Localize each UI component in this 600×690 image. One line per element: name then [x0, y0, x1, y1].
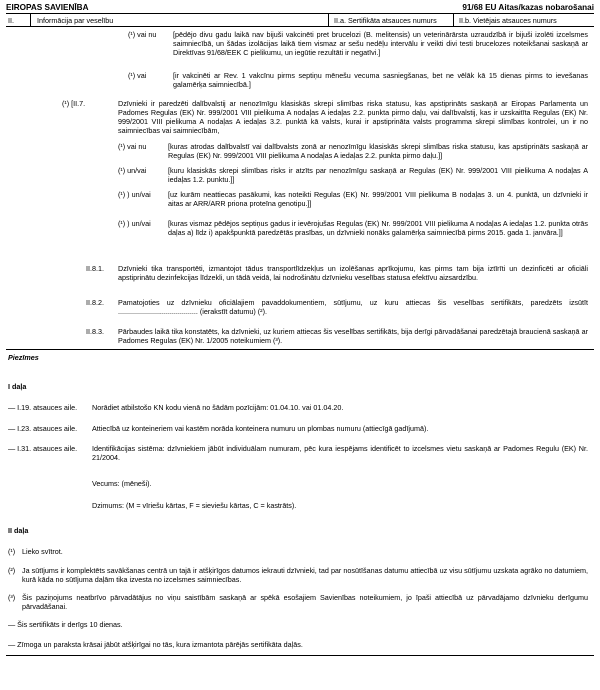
- note-dash-stamp: — Zīmoga un paraksta krāsai jābūt atšķirīgai no tās, kura izmantota pārējās sertifikāta daļās.: [8, 640, 303, 649]
- ii7-opt1-text: [kuras atrodas dalībvalstī vai dalībvalsts zonā ar nenozīmīgu klasiskās skrepi slimības riska statusu, kas apstiprināts saskaņā ar Regulas (EK) Nr. 999/2001 VIII pielikuma A nodaļas A iedaļas 2.2. punkta pirmo daļu.]]: [168, 142, 588, 160]
- p1-item1-text: Norādiet atbilstošo KN kodu vienā no šādām pozīcijām: 01.04.10. vai 01.04.20.: [92, 403, 344, 412]
- ii7-opt3-label: (¹) ) un/vai: [118, 190, 151, 199]
- p1-item3-label: — I.31. atsauces aile.: [8, 444, 78, 453]
- ii82-num: II.8.2.: [86, 298, 104, 307]
- table-divider-3: [453, 13, 454, 26]
- note-age: Vecums: (mēneši).: [92, 479, 152, 488]
- ii7-opt2-label: (¹) un/vai: [118, 166, 147, 175]
- p2-item2-mark: (²): [8, 566, 16, 575]
- b1-opt1-label: (¹) vai nu: [128, 30, 157, 39]
- p1-item1-label: — I.19. atsauces aile.: [8, 403, 78, 412]
- p2-item3-mark: (³): [8, 593, 16, 602]
- p2-item1-text: Lieko svītrot.: [22, 547, 63, 556]
- part2-title: II daļa: [8, 526, 29, 535]
- table-head-col1: II.: [8, 16, 14, 25]
- ii7-mark: (¹) [II.7.: [62, 99, 86, 108]
- p2-item1-mark: (¹): [8, 547, 16, 556]
- note-dash-validity: — Šis sertifikāts ir derīgs 10 dienas.: [8, 620, 123, 629]
- ii81-num: II.8.1.: [86, 264, 104, 273]
- ii7-opt4-text: [kuras vismaz pēdējos septiņus gadus ir ievērojušas Regulas (EK) Nr. 999/2001 VIII pielikuma A nodaļas A iedaļas 1.2. punkta otrās daļas a) līdz i) apakšpunktā paredzētās prasības, un dzīvnieki nonāks galamērķa saimniecībā pirms 2015. gada 1. janvāra.]]: [168, 219, 588, 237]
- ii83-num: II.8.3.: [86, 327, 104, 336]
- section-rule: [6, 349, 594, 350]
- ii7-opt2-text: [kuru klasiskās skrepi slimības risks ir atzīts par nenozīmīgu saskaņā ar Regulas (EK) Nr. 999/2001 VIII pielikuma A nodaļas A iedaļas 1.2. punktu.]]: [168, 166, 588, 184]
- table-divider-2: [328, 13, 329, 26]
- p1-item3-text: Identifikācijas sistēma: dzīvniekiem jābūt individuālam numuram, pēc kura iespējams identificēt to izcelsmes vietu saskaņā ar Padomes Regulu (EK) Nr. 21/2004.: [92, 444, 588, 462]
- table-head-col4: II.b. Vietējais atsauces numurs: [459, 16, 557, 25]
- ii82-text: Pamatojoties uz dzīvnieku oficiālajiem pavaddokumentiem, sūtījumu, uz kuru attiecas šis veselības sertifikāts, paredzēts izsūtīt ........................................ (ierakstīt datumu) (²).: [118, 298, 588, 316]
- table-head-rule: [6, 26, 594, 27]
- p2-item3-text: Šis paziņojums neatbrīvo pārvadātājus no viņu saistībām saskaņā ar spēkā esošajiem Savienības noteikumiem, jo īpaši attiecībā uz pārvadājamo dzīvnieku derīgumu pārvadāšanai.: [22, 593, 588, 611]
- note-sex: Dzimums: (M = vīriešu kārtas, F = sieviešu kārtas, C = kastrāts).: [92, 501, 297, 510]
- ii7-opt4-label: (¹) ) un/vai: [118, 219, 151, 228]
- p1-item2-label: — I.23. atsauces aile.: [8, 424, 78, 433]
- table-head-col2: Informācija par veselību: [37, 16, 114, 25]
- table-head-col3: II.a. Sertifikāta atsauces numurs: [334, 16, 437, 25]
- bottom-rule: [6, 655, 594, 656]
- table-divider-1: [30, 13, 31, 26]
- b1-opt2-label: (¹) vai: [128, 71, 147, 80]
- ii7-opt1-label: (¹) vai nu: [118, 142, 147, 151]
- header-rule: [6, 13, 594, 14]
- p1-item2-text: Attiecībā uz konteineriem vai kastēm norāda konteinera numuru un plombas numuru (attiecīgā gadījumā).: [92, 424, 429, 433]
- header-right: 91/68 EU Aitas/kazas nobarošanai: [462, 3, 594, 12]
- ii7-text: Dzīvnieki ir paredzēti dalībvalstij ar nenozīmīgu klasiskās skrepi slimības riska statusu, kas apstiprināts saskaņā ar Eiropas Parlamenta un Padomes Regulas (EK) Nr. 999/2001 VIII pielikuma A nodaļas A iedaļas 2.2. punkta pirmo daļu, vai dalībvalstij, kas ir uzskaitīta Regulas (EK) Nr. 999/2001 VIII pielikuma A nodaļas A iedaļas 3.2. punktā kā valsts, kurai ir apstiprināta valsts programma skrepi slimības kontrolei, un ir no saimniecības vai saimniecībām,: [118, 99, 588, 135]
- ii81-text: Dzīvnieki tika transportēti, izmantojot tādus transportlīdzekļus un izolēšanas aprīkojumu, kas pirms tam bija iztīrīti un dezinficēti ar oficiāli apstiprinātu dezinfekcijas līdzekli, un tādā veidā, lai nodrošinātu dzīvnieku veselības statusa efektīvu aizsardzību.: [118, 264, 588, 282]
- ii83-text: Pārbaudes laikā tika konstatēts, ka dzīvnieki, uz kuriem attiecas šis veselības sertifikāts, bija derīgi pārvadāšanai paredzētajā braucienā saskaņā ar Padomes Regulas (EK) Nr. 1/2005 noteikumiem (³).: [118, 327, 588, 345]
- p2-item2-text: Ja sūtījums ir komplektēts savākšanas centrā un tajā ir atšķirīgos datumos iekrauti dzīvnieki, tad par nosūtīšanas datumu attiecībā uz visu sūtījumu uzskata agrāko no datumiem, kurā kāda no sūtījuma daļām tika izvesta no izcelsmes saimniecības.: [22, 566, 588, 584]
- notes-title: Piezīmes: [8, 353, 39, 362]
- b1-opt2-text: [ir vakcinēti ar Rev. 1 vakcīnu pirms septiņu mēnešu vecuma sasniegšanas, bet ne vēlāk kā 15 dienas pirms to ievešanas galamērķa saimniecībā.]: [173, 71, 588, 89]
- part1-title: I daļa: [8, 382, 27, 391]
- b1-opt1-text: [pēdējo divu gadu laikā nav bijuši vakcinēti pret brucelozi (B. melitensis) un veterinārārsta uzraudzībā ir bijuši izolēti izcelsmes saimniecībā, un šādas izolācijas laikā tiem vismaz ar sešu nedēļu intervālu ir veikti divi testi brucelozes noteikšanai saskaņā ar Direktīvas 91/68/EEK C pielikumu, un iegūtie rezultāti ir negatīvi.]: [173, 30, 588, 57]
- header-left: EIROPAS SAVIENĪBA: [6, 3, 89, 12]
- ii7-opt3-text: [uz kurām neattiecas pasākumi, kas noteikti Regulas (EK) Nr. 999/2001 VIII pielikuma B nodaļas 3. un 4. punktā, un dzīvnieki ir aitas ar ARR/ARR priona proteīna genotipu.]]: [168, 190, 588, 208]
